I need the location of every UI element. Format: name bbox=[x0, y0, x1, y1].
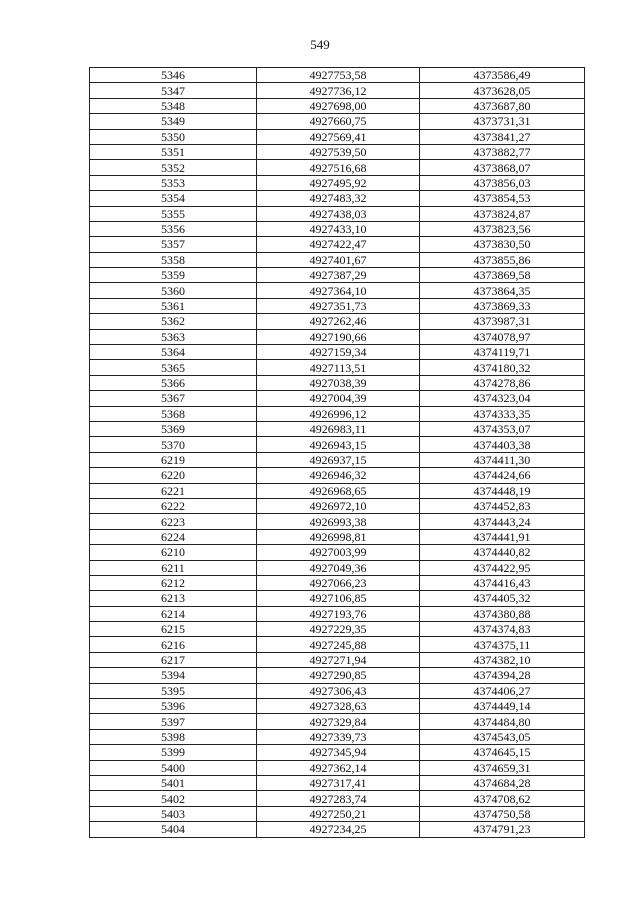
table-row bbox=[90, 129, 585, 144]
table-row bbox=[90, 468, 585, 483]
table-row bbox=[90, 791, 585, 806]
table-row bbox=[90, 98, 585, 113]
table-row bbox=[90, 545, 585, 560]
y-coordinate-cell: 4374380,88 bbox=[420, 606, 585, 621]
table-row bbox=[90, 591, 585, 606]
y-coordinate-cell: 4373987,31 bbox=[420, 314, 585, 329]
x-coordinate-cell: 4927229,35 bbox=[257, 622, 420, 637]
table-row bbox=[90, 298, 585, 313]
y-coordinate-cell: 4374449,14 bbox=[420, 699, 585, 714]
point-number-cell: 5364 bbox=[90, 345, 257, 360]
table-row bbox=[90, 206, 585, 221]
y-coordinate-cell: 4374645,15 bbox=[420, 745, 585, 760]
point-number-cell: 5400 bbox=[90, 760, 257, 775]
point-number-cell: 6212 bbox=[90, 575, 257, 590]
point-number-cell: 5352 bbox=[90, 160, 257, 175]
x-coordinate-cell: 4927066,23 bbox=[257, 575, 420, 590]
table-row bbox=[90, 606, 585, 621]
x-coordinate-cell: 4927438,03 bbox=[257, 206, 420, 221]
y-coordinate-cell: 4374180,32 bbox=[420, 360, 585, 375]
y-coordinate-cell: 4373628,05 bbox=[420, 83, 585, 98]
table-row bbox=[90, 144, 585, 159]
y-coordinate-cell: 4374119,71 bbox=[420, 345, 585, 360]
point-number-cell: 5398 bbox=[90, 729, 257, 744]
y-coordinate-cell: 4374441,91 bbox=[420, 529, 585, 544]
x-coordinate-cell: 4927190,66 bbox=[257, 329, 420, 344]
point-number-cell: 5399 bbox=[90, 745, 257, 760]
x-coordinate-cell: 4926943,15 bbox=[257, 437, 420, 452]
x-coordinate-cell: 4927283,74 bbox=[257, 791, 420, 806]
y-coordinate-cell: 4373856,03 bbox=[420, 175, 585, 190]
x-coordinate-cell: 4927362,14 bbox=[257, 760, 420, 775]
x-coordinate-cell: 4927351,73 bbox=[257, 298, 420, 313]
y-coordinate-cell: 4373864,35 bbox=[420, 283, 585, 298]
x-coordinate-cell: 4927262,46 bbox=[257, 314, 420, 329]
table-row bbox=[90, 375, 585, 390]
y-coordinate-cell: 4374484,80 bbox=[420, 714, 585, 729]
point-number-cell: 6214 bbox=[90, 606, 257, 621]
x-coordinate-cell: 4926996,12 bbox=[257, 406, 420, 421]
table-row bbox=[90, 575, 585, 590]
y-coordinate-cell: 4374333,35 bbox=[420, 406, 585, 421]
point-number-cell: 5350 bbox=[90, 129, 257, 144]
y-coordinate-cell: 4374422,95 bbox=[420, 560, 585, 575]
table-row bbox=[90, 760, 585, 775]
table-row bbox=[90, 329, 585, 344]
table-row bbox=[90, 699, 585, 714]
point-number-cell: 5358 bbox=[90, 252, 257, 267]
point-number-cell: 5348 bbox=[90, 98, 257, 113]
x-coordinate-cell: 4927329,84 bbox=[257, 714, 420, 729]
x-coordinate-cell: 4927364,10 bbox=[257, 283, 420, 298]
y-coordinate-cell: 4374405,32 bbox=[420, 591, 585, 606]
y-coordinate-cell: 4374278,86 bbox=[420, 375, 585, 390]
point-number-cell: 5356 bbox=[90, 221, 257, 236]
point-number-cell: 5360 bbox=[90, 283, 257, 298]
x-coordinate-cell: 4927422,47 bbox=[257, 237, 420, 252]
y-coordinate-cell: 4374708,62 bbox=[420, 791, 585, 806]
point-number-cell: 6222 bbox=[90, 498, 257, 513]
x-coordinate-cell: 4926993,38 bbox=[257, 514, 420, 529]
point-number-cell: 5365 bbox=[90, 360, 257, 375]
x-coordinate-cell: 4927193,76 bbox=[257, 606, 420, 621]
y-coordinate-cell: 4374791,23 bbox=[420, 822, 585, 837]
x-coordinate-cell: 4927569,41 bbox=[257, 129, 420, 144]
point-number-cell: 6216 bbox=[90, 637, 257, 652]
y-coordinate-cell: 4373869,33 bbox=[420, 298, 585, 313]
point-number-cell: 5353 bbox=[90, 175, 257, 190]
x-coordinate-cell: 4926998,81 bbox=[257, 529, 420, 544]
table-row bbox=[90, 68, 585, 83]
x-coordinate-cell: 4927433,10 bbox=[257, 221, 420, 236]
y-coordinate-cell: 4373841,27 bbox=[420, 129, 585, 144]
point-number-cell: 5359 bbox=[90, 268, 257, 283]
table-row bbox=[90, 529, 585, 544]
x-coordinate-cell: 4926983,11 bbox=[257, 421, 420, 436]
y-coordinate-cell: 4374416,43 bbox=[420, 575, 585, 590]
x-coordinate-cell: 4927698,00 bbox=[257, 98, 420, 113]
y-coordinate-cell: 4374440,82 bbox=[420, 545, 585, 560]
x-coordinate-cell: 4927245,88 bbox=[257, 637, 420, 652]
point-number-cell: 5368 bbox=[90, 406, 257, 421]
x-coordinate-cell: 4927401,67 bbox=[257, 252, 420, 267]
y-coordinate-cell: 4374353,07 bbox=[420, 421, 585, 436]
point-number-cell: 5404 bbox=[90, 822, 257, 837]
x-coordinate-cell: 4927038,39 bbox=[257, 375, 420, 390]
point-number-cell: 5367 bbox=[90, 391, 257, 406]
x-coordinate-cell: 4927660,75 bbox=[257, 114, 420, 129]
table-row bbox=[90, 345, 585, 360]
point-number-cell: 5397 bbox=[90, 714, 257, 729]
x-coordinate-cell: 4927539,50 bbox=[257, 144, 420, 159]
table-row bbox=[90, 514, 585, 529]
y-coordinate-cell: 4374403,38 bbox=[420, 437, 585, 452]
x-coordinate-cell: 4927290,85 bbox=[257, 668, 420, 683]
point-number-cell: 6223 bbox=[90, 514, 257, 529]
point-number-cell: 5354 bbox=[90, 191, 257, 206]
point-number-cell: 6219 bbox=[90, 452, 257, 467]
table-row bbox=[90, 114, 585, 129]
point-number-cell: 5357 bbox=[90, 237, 257, 252]
x-coordinate-cell: 4927387,29 bbox=[257, 268, 420, 283]
table-row bbox=[90, 822, 585, 837]
point-number-cell: 5346 bbox=[90, 68, 257, 83]
point-number-cell: 6211 bbox=[90, 560, 257, 575]
y-coordinate-cell: 4374411,30 bbox=[420, 452, 585, 467]
table-row bbox=[90, 252, 585, 267]
table-row bbox=[90, 160, 585, 175]
point-number-cell: 5403 bbox=[90, 806, 257, 821]
point-number-cell: 5349 bbox=[90, 114, 257, 129]
x-coordinate-cell: 4927317,41 bbox=[257, 775, 420, 790]
x-coordinate-cell: 4926972,10 bbox=[257, 498, 420, 513]
point-number-cell: 5394 bbox=[90, 668, 257, 683]
table-row bbox=[90, 406, 585, 421]
y-coordinate-cell: 4374543,05 bbox=[420, 729, 585, 744]
y-coordinate-cell: 4374394,28 bbox=[420, 668, 585, 683]
x-coordinate-cell: 4927106,85 bbox=[257, 591, 420, 606]
x-coordinate-cell: 4927049,36 bbox=[257, 560, 420, 575]
table-row bbox=[90, 622, 585, 637]
y-coordinate-cell: 4374323,04 bbox=[420, 391, 585, 406]
y-coordinate-cell: 4374424,66 bbox=[420, 468, 585, 483]
x-coordinate-cell: 4927159,34 bbox=[257, 345, 420, 360]
x-coordinate-cell: 4927328,63 bbox=[257, 699, 420, 714]
y-coordinate-cell: 4374659,31 bbox=[420, 760, 585, 775]
y-coordinate-cell: 4374375,11 bbox=[420, 637, 585, 652]
y-coordinate-cell: 4374448,19 bbox=[420, 483, 585, 498]
table-row bbox=[90, 683, 585, 698]
x-coordinate-cell: 4926937,15 bbox=[257, 452, 420, 467]
point-number-cell: 6221 bbox=[90, 483, 257, 498]
table-row bbox=[90, 237, 585, 252]
table-row bbox=[90, 391, 585, 406]
table-row bbox=[90, 314, 585, 329]
table-row bbox=[90, 83, 585, 98]
table-row bbox=[90, 283, 585, 298]
y-coordinate-cell: 4373855,86 bbox=[420, 252, 585, 267]
table-row bbox=[90, 652, 585, 667]
y-coordinate-cell: 4373687,80 bbox=[420, 98, 585, 113]
coordinates-table bbox=[89, 67, 585, 838]
point-number-cell: 5362 bbox=[90, 314, 257, 329]
table-row bbox=[90, 498, 585, 513]
x-coordinate-cell: 4927250,21 bbox=[257, 806, 420, 821]
x-coordinate-cell: 4927516,68 bbox=[257, 160, 420, 175]
x-coordinate-cell: 4927234,25 bbox=[257, 822, 420, 837]
table-row bbox=[90, 775, 585, 790]
table-row bbox=[90, 268, 585, 283]
point-number-cell: 6210 bbox=[90, 545, 257, 560]
table-row bbox=[90, 745, 585, 760]
y-coordinate-cell: 4374750,58 bbox=[420, 806, 585, 821]
point-number-cell: 5355 bbox=[90, 206, 257, 221]
y-coordinate-cell: 4373586,49 bbox=[420, 68, 585, 83]
y-coordinate-cell: 4373830,50 bbox=[420, 237, 585, 252]
point-number-cell: 6217 bbox=[90, 652, 257, 667]
x-coordinate-cell: 4927113,51 bbox=[257, 360, 420, 375]
table-row bbox=[90, 483, 585, 498]
x-coordinate-cell: 4927004,39 bbox=[257, 391, 420, 406]
point-number-cell: 6215 bbox=[90, 622, 257, 637]
x-coordinate-cell: 4927345,94 bbox=[257, 745, 420, 760]
x-coordinate-cell: 4926968,65 bbox=[257, 483, 420, 498]
table-row bbox=[90, 221, 585, 236]
y-coordinate-cell: 4374078,97 bbox=[420, 329, 585, 344]
y-coordinate-cell: 4374452,83 bbox=[420, 498, 585, 513]
coordinates-table-body bbox=[90, 68, 585, 838]
point-number-cell: 5396 bbox=[90, 699, 257, 714]
y-coordinate-cell: 4374443,24 bbox=[420, 514, 585, 529]
point-number-cell: 5351 bbox=[90, 144, 257, 159]
point-number-cell: 5363 bbox=[90, 329, 257, 344]
x-coordinate-cell: 4926946,32 bbox=[257, 468, 420, 483]
point-number-cell: 6220 bbox=[90, 468, 257, 483]
y-coordinate-cell: 4373869,58 bbox=[420, 268, 585, 283]
table-row bbox=[90, 421, 585, 436]
x-coordinate-cell: 4927736,12 bbox=[257, 83, 420, 98]
y-coordinate-cell: 4373731,31 bbox=[420, 114, 585, 129]
x-coordinate-cell: 4927306,43 bbox=[257, 683, 420, 698]
table-row bbox=[90, 806, 585, 821]
point-number-cell: 5369 bbox=[90, 421, 257, 436]
point-number-cell: 5347 bbox=[90, 83, 257, 98]
y-coordinate-cell: 4373854,53 bbox=[420, 191, 585, 206]
table-row bbox=[90, 191, 585, 206]
x-coordinate-cell: 4927753,58 bbox=[257, 68, 420, 83]
point-number-cell: 5401 bbox=[90, 775, 257, 790]
y-coordinate-cell: 4374406,27 bbox=[420, 683, 585, 698]
table-row bbox=[90, 175, 585, 190]
y-coordinate-cell: 4374684,28 bbox=[420, 775, 585, 790]
point-number-cell: 5370 bbox=[90, 437, 257, 452]
point-number-cell: 5395 bbox=[90, 683, 257, 698]
table-row bbox=[90, 714, 585, 729]
y-coordinate-cell: 4374382,10 bbox=[420, 652, 585, 667]
x-coordinate-cell: 4927003,99 bbox=[257, 545, 420, 560]
y-coordinate-cell: 4373882,77 bbox=[420, 144, 585, 159]
y-coordinate-cell: 4373824,87 bbox=[420, 206, 585, 221]
table-row bbox=[90, 637, 585, 652]
x-coordinate-cell: 4927495,92 bbox=[257, 175, 420, 190]
table-row bbox=[90, 437, 585, 452]
y-coordinate-cell: 4374374,83 bbox=[420, 622, 585, 637]
point-number-cell: 5402 bbox=[90, 791, 257, 806]
table-row bbox=[90, 360, 585, 375]
point-number-cell: 5361 bbox=[90, 298, 257, 313]
y-coordinate-cell: 4373868,07 bbox=[420, 160, 585, 175]
point-number-cell: 6224 bbox=[90, 529, 257, 544]
point-number-cell: 6213 bbox=[90, 591, 257, 606]
x-coordinate-cell: 4927339,73 bbox=[257, 729, 420, 744]
table-row bbox=[90, 668, 585, 683]
table-row bbox=[90, 452, 585, 467]
table-row bbox=[90, 729, 585, 744]
page-number: 549 bbox=[310, 37, 330, 52]
point-number-cell: 5366 bbox=[90, 375, 257, 390]
table-row bbox=[90, 560, 585, 575]
y-coordinate-cell: 4373823,56 bbox=[420, 221, 585, 236]
x-coordinate-cell: 4927271,94 bbox=[257, 652, 420, 667]
x-coordinate-cell: 4927483,32 bbox=[257, 191, 420, 206]
